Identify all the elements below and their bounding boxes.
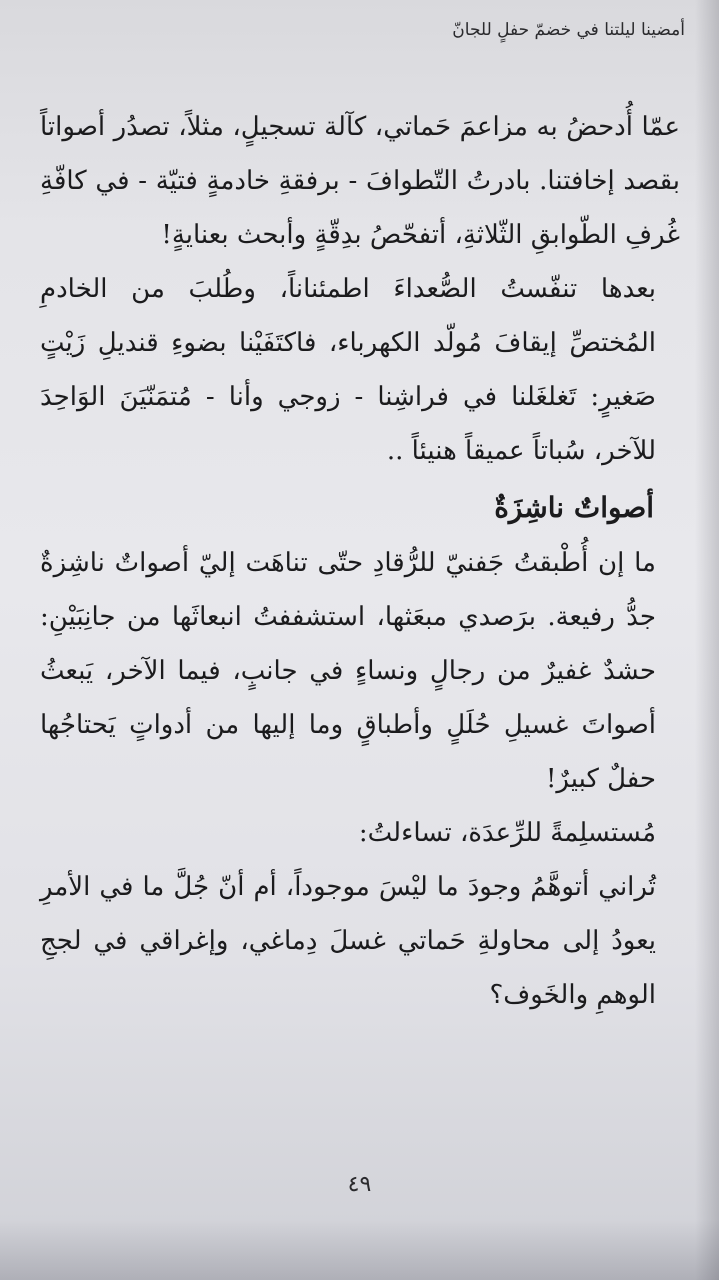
paragraph: مُستسلِمةً للرِّعدَة، تساءلتُ: <box>358 818 656 848</box>
page-edge-shadow <box>695 0 719 1280</box>
paragraph: ما إن أُطْبقتُ جَفنيّ للرُّقادِ حتّى تناهَت إليّ أصواتٌ ناشِزةٌ جدُّ رفيعة. برَصدي مبعَثها، استشففتُ انبعاثَها من جانِبَيْنِ: حشدٌ غفيرٌ من رجالٍ ونساءٍ في جانبٍ، فيما الآخر، يَبعثُ أصواتَ غسيلِ حُلَلٍ وأطباقٍ وما إليها من أدواتٍ يَحتاجُها حفلٌ كبيرٌ! <box>40 548 656 794</box>
page-number: ٤٩ <box>347 1172 372 1197</box>
paragraph: عمّا أُدحضُ به مزاعمَ حَماتي، كآلة تسجيلٍ، مثلاً، تصدُر أصواتاً بقصد إخافتنا. بادرتُ التّطوافَ - برفقةِ خادمةٍ فتيّة - في كافّةِ غُرفِ الطّوابقِ الثّلاثةِ، أتفحّصُ بدِقّةٍ وأبحث بعنايةٍ! <box>40 112 680 250</box>
running-header: أمضينا ليلتنا في خضمّ حفلٍ للجانّ <box>452 20 685 40</box>
paragraph: تُراني أتوهَّمُ وجودَ ما ليْسَ موجوداً، أم أنّ جُلَّ ما في الأمرِ يعودُ إلى محاولةِ حَماتي غسلَ دِماغي، وإغراقي في لججِ الوهمِ والخَوف؟ <box>40 872 656 1010</box>
section-heading: أصواتٌ ناشِزَةٌ <box>494 491 654 524</box>
paragraph: بعدها تنفّستُ الصُّعداءَ اطمئناناً، وطُلبَ من الخادمِ المُختصِّ إيقافَ مُولّد الكهرباء، فاكتَفَيْنا بضوءِ قنديلِ زَيْتٍ صَغيرٍ: تَغلغَلنا في فراشِنا - زوجي وأنا - مُتمَنّيَنَ الوَاحِدَ للآخر، سُباتاً عميقاً هنيئاً .. <box>40 274 656 466</box>
page-bottom-shadow <box>0 1220 719 1280</box>
body-text <box>40 100 680 1022</box>
